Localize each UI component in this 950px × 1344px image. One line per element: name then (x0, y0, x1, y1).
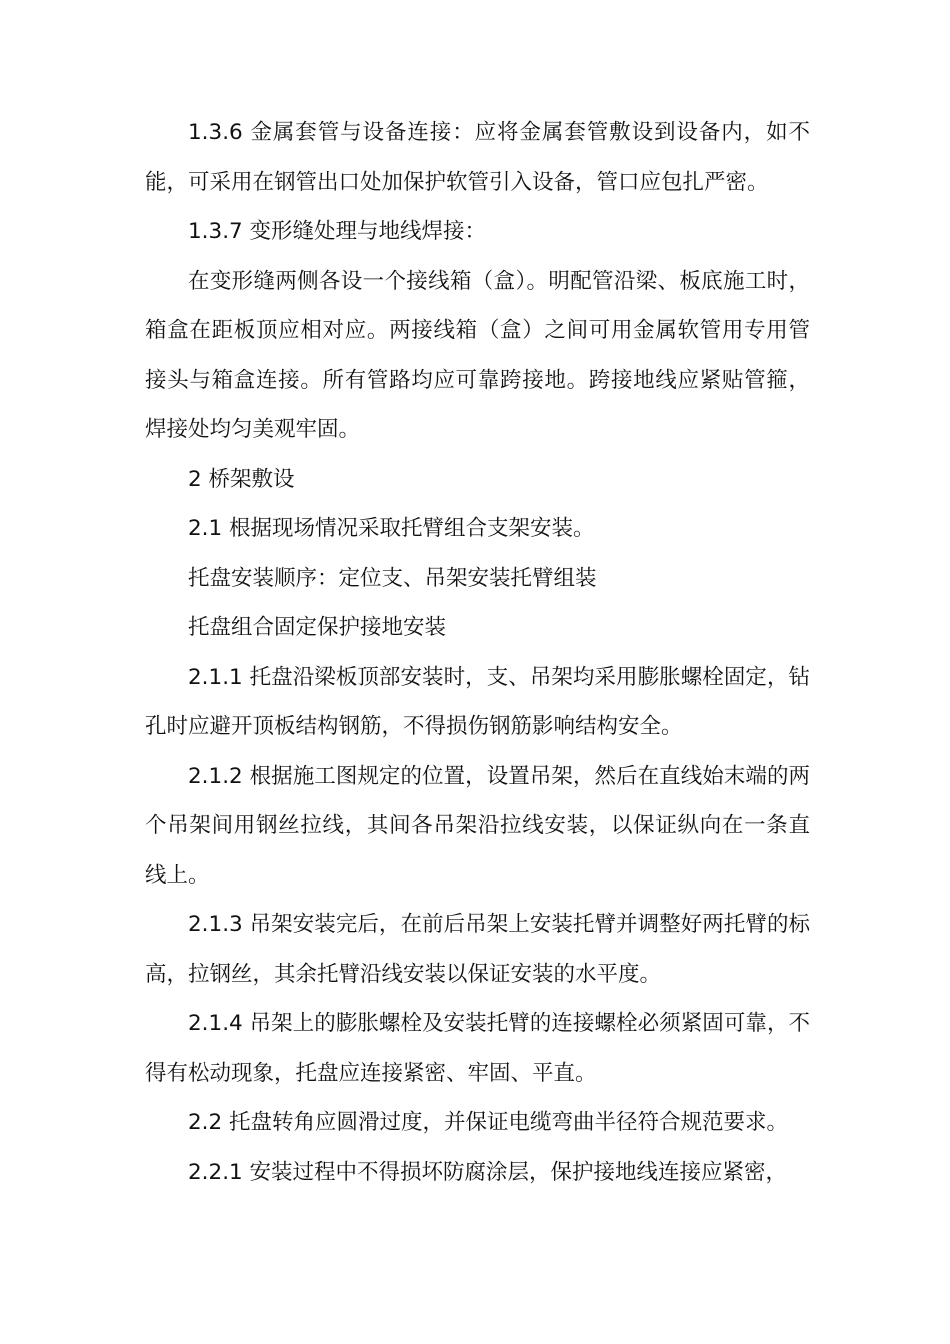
document-body (145, 108, 810, 1197)
paragraph-2-1-3: 2.1.3 吊架安装完后，在前后吊架上安装托臂并调整好两托臂的标高，拉钢丝，其余托臂沿线安装以保证安装的水平度。 (145, 912, 810, 987)
paragraph-2-2-1: 2.2.1 安装过程中不得损坏防腐涂层，保护接地线连接应紧密， (188, 1159, 788, 1185)
paragraph-2-1-4: 2.1.4 吊架上的膨胀螺栓及安装托臂的连接螺栓必须紧固可靠，不得有松动现象，托盘应连接紧密、牢固、平直。 (145, 1011, 810, 1086)
paragraph-1-3-6: 1.3.6 金属套管与设备连接：应将金属套管敷设到设备内，如不能，可采用在钢管出口处加保护软管引入设备，管口应包扎严密。 (145, 120, 810, 195)
paragraph-tray-sequence: 托盘安装顺序：定位支、吊架安装托臂组装 (188, 565, 597, 591)
heading-1-3-7: 1.3.7 变形缝处理与地线焊接： (188, 219, 487, 244)
paragraph-2-1-1: 2.1.1 托盘沿梁板顶部安装时，支、吊架均采用膨胀螺栓固定，钻孔时应避开顶板结构钢筋，不得损伤钢筋影响结构安全。 (145, 664, 810, 739)
paragraph-tray-grounding: 托盘组合固定保护接地安装 (188, 615, 447, 640)
paragraph-expansion-joint: 在变形缝两侧各设一个接线箱（盒）。明配管沿梁、板底施工时，箱盒在距板顶应相对应。两接线箱（盒）之间可用金属软管用专用管接头与箱盒连接。所有管路均应可靠跨接地。跨接地线应紧贴管箍，焊接处均匀美观牢固。 (145, 268, 810, 442)
heading-2-cable-tray: 2 桥架敷设 (188, 466, 295, 492)
paragraph-2-1-2: 2.1.2 根据施工图规定的位置，设置吊架，然后在直线始末端的两个吊架间用钢丝拉线，其间各吊架沿拉线安装，以保证纵向在一条直线上。 (145, 763, 810, 888)
paragraph-2-2: 2.2 托盘转角应圆滑过度，并保证电缆弯曲半径符合规范要求。 (188, 1110, 789, 1135)
paragraph-2-1: 2.1 根据现场情况采取托臂组合支架安装。 (188, 516, 595, 541)
